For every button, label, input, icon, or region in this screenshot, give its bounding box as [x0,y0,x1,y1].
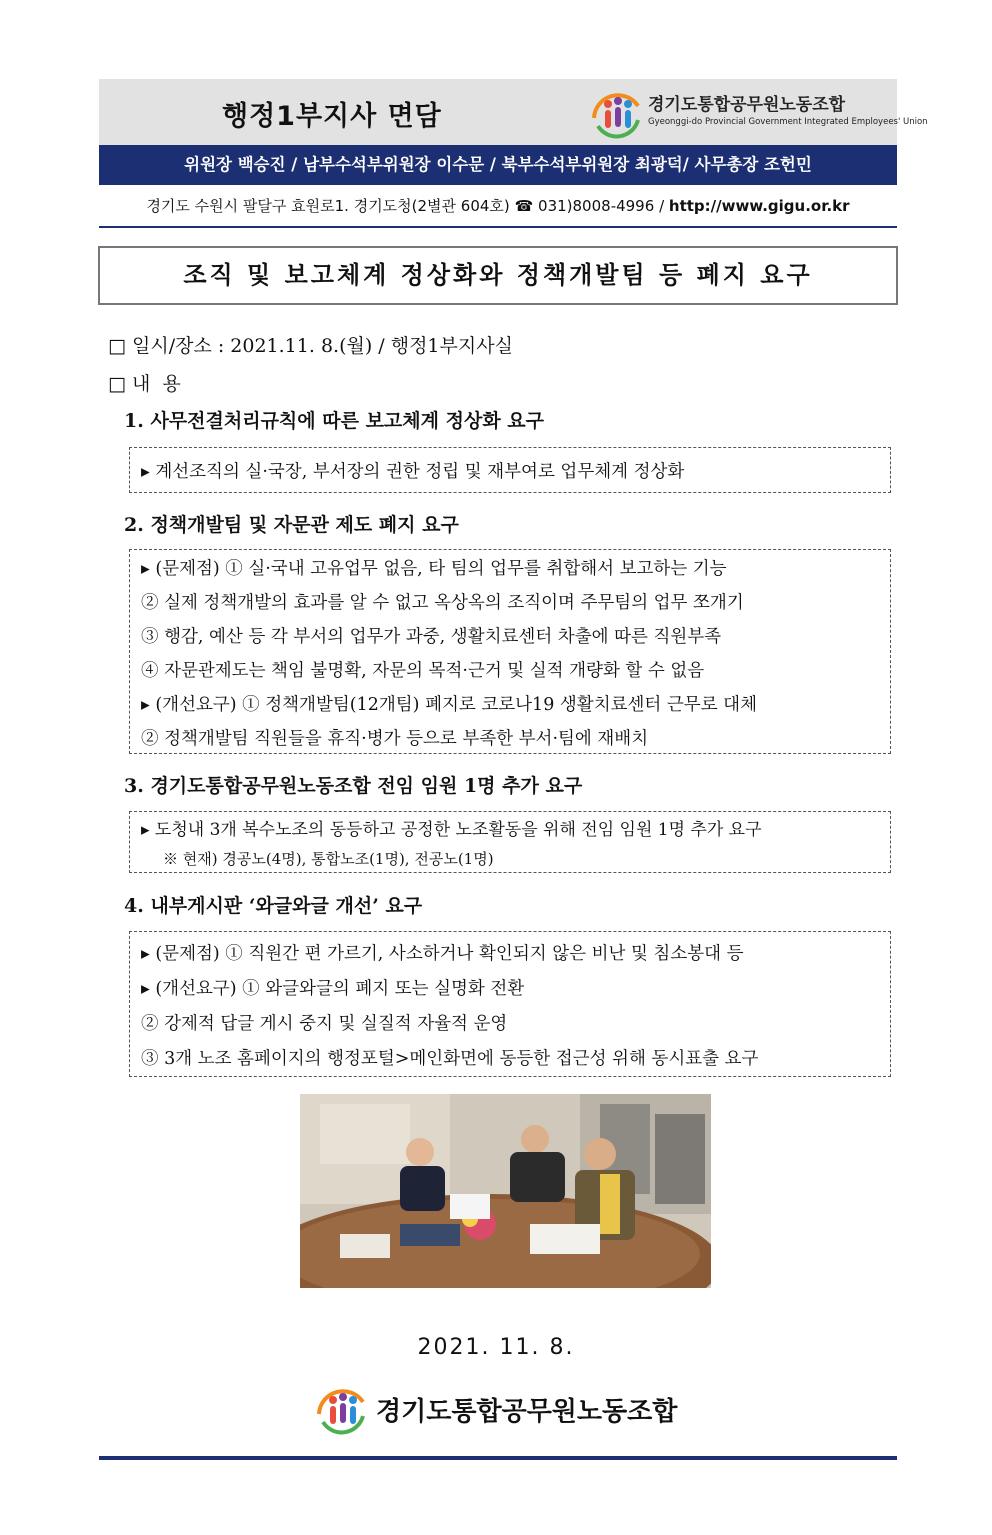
union-logo [588,84,928,140]
phone-number: 031)8008-4996 [538,197,655,215]
address-text: 경기도 수원시 팔달구 효원로1. 경기도청(2별관 604호) [146,197,510,215]
page-title: 행정1부지사 면담 [222,101,442,132]
section-4-line-1: ▸ (문제점) ① 직원간 편 가르기, 사소하거나 확인되지 않은 비난 및 침소봉대 등 [141,944,744,964]
section-1-heading: 1. 사무전결처리규칙에 따른 보고체계 정상화 요구 [124,410,544,432]
footer-logo [312,1380,692,1436]
section-2-line-6: ② 정책개발팀 직원들을 휴직·병가 등으로 부족한 부서·팀에 재배치 [141,729,649,749]
contact-line [99,186,897,228]
section-3-note: ※ 현재) 경공노(4명), 통합노조(1명), 전공노(1명) [163,850,494,868]
meeting-photo-image [300,1094,711,1288]
union-english-name: Gyeonggi-do Provincial Government Integrated Employees' Union [648,117,928,127]
bottom-divider [99,1456,897,1460]
footer-logo-icon [312,1380,372,1436]
phone-icon: ☎ [514,197,534,215]
section-2-line-2: ② 실제 정책개발의 효과를 알 수 없고 옥상옥의 조직이며 주무팀의 업무 쪼개기 [141,593,744,613]
meeting-photo [300,1094,711,1288]
website-link[interactable]: http://www.gigu.or.kr [668,197,850,215]
section-2-heading: 2. 정책개발팀 및 자문관 제도 폐지 요구 [124,514,459,536]
footer-union-name: 경기도통합공무원노동조합 [376,1397,678,1427]
section-2-line-5: ▸ (개선요구) ① 정책개발팀(12개팀) 폐지로 코로나19 생활치료센터 근무로 대체 [141,695,757,715]
contact-separator: / [659,197,665,215]
section-4-heading: 4. 내부게시판 ‘와글와글 개선’ 요구 [124,895,423,917]
section-2-line-1: ▸ (문제점) ① 실·국내 고유업무 없음, 타 팀의 업무를 취합해서 보고하는 기능 [141,559,727,579]
section-1-line-1: ▸ 계선조직의 실·국장, 부서장의 권한 정립 및 재부여로 업무체계 정상화 [141,462,685,482]
section-4-line-2: ▸ (개선요구) ① 와글와글의 폐지 또는 실명화 전환 [141,979,525,999]
section-3-heading: 3. 경기도통합공무원노동조합 전임 임원 1명 추가 요구 [124,775,583,797]
content-label: □ 내 용 [108,373,181,395]
section-4-line-4: ③ 3개 노조 홈페이지의 행정포털>메인화면에 동등한 접근성 위해 동시표출 요구 [141,1049,759,1069]
section-2-line-4: ④ 자문관제도는 책임 불명확, 자문의 목적·근거 및 실적 개량화 할 수 없음 [141,661,705,681]
section-2-line-3: ③ 행감, 예산 등 각 부서의 업무가 과중, 생활치료센터 차출에 따른 직원부족 [141,627,722,647]
section-4-line-3: ② 강제적 답글 게시 중지 및 실질적 자율적 운영 [141,1014,508,1034]
union-logo-icon [588,84,646,140]
document-date: 2021. 11. 8. [417,1335,575,1360]
officers-bar: 위원장 백승진 / 남부수석부위원장 이수문 / 북부수석부위원장 최광덕/ 사무총장 조헌민 [99,145,897,185]
union-name: 경기도통합공무원노동조합 [648,95,846,115]
section-3-line-1: ▸ 도청내 3개 복수노조의 동등하고 공정한 노조활동을 위해 전임 임원 1명 추가 요구 [141,820,762,840]
document-title: 조직 및 보고체계 정상화와 정책개발팀 등 폐지 요구 [98,246,898,305]
date-place: □ 일시/장소 : 2021.11. 8.(월) / 행정1부지사실 [108,335,513,357]
